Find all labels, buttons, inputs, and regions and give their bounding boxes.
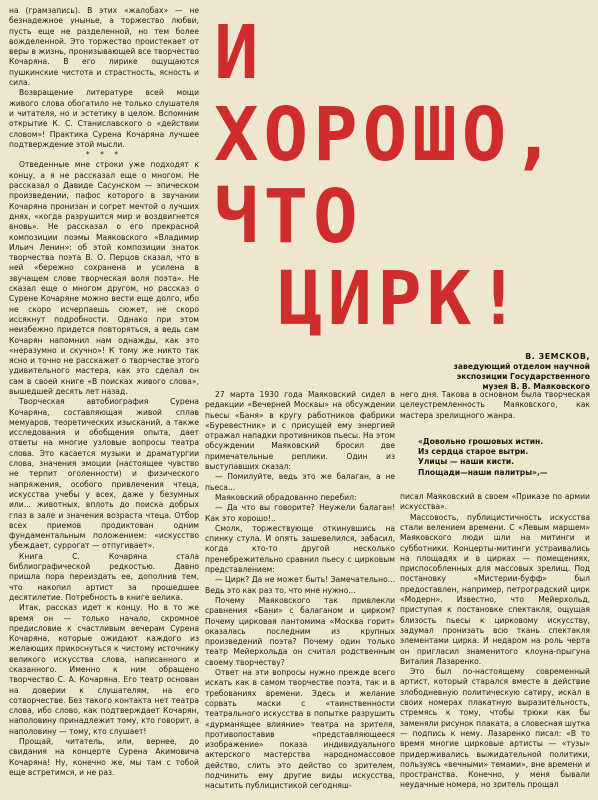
paragraph: писал Маяковский в своем «Приказе по армии искусства». <box>400 492 590 512</box>
author-role: заведующий отделом научной <box>453 362 590 371</box>
headline-line: И <box>214 10 264 96</box>
headline-line: ЧТО <box>214 174 363 260</box>
paragraph: Творческая автобиография Сурена Кочаряна, составляющая живой сплав мемуаров, теоретических изысканий, а также исследования и обобщения опыта, дает ответы на многие узловые вопросы театра слова. Это касается музыки и драматургии слова, значения эмоции (настоящее чувство не терпит оголенности) и физического напряжения, особого привлечения чтеца, искусства учебы у всех, даже у безумных или... животных, вплоть до поиска добрых глаз в зале и значения возраста чтеца. Отбор всех приемов продиктован одним фундаментальным положением: «искусство убеждает, суррогат — отпугивает». <box>9 397 199 551</box>
author-name: В. ЗЕМСКОВ, <box>525 352 590 361</box>
author-byline <box>390 352 590 392</box>
right-article-column <box>400 390 590 794</box>
left-article-column <box>9 6 199 794</box>
poem-line: Площади—наши палитры»,— <box>418 467 548 477</box>
poem-line: Из сердца старое вытри. <box>418 447 529 457</box>
paragraph: Прощай, читатель, или, вернее, до свидания на концерте Сурена Акимовича Кочаряна! Ну, конечно же, мы там с тобой еще встретимся, и не раз. <box>9 737 199 777</box>
paragraph: Массовость, публицистичность искусства стали велением времени. С «Левым маршем» Маяковского люди шли на митинги и субботники. Концерты-митинги устраивались на площадях и в цирках — помещениях, приспособленных для массовых зрелищ. Под постановку «Мистерии-буфф» был предоставлен, например, петроградский цирк «Модерн». Известно, что Мейерхольд, приступая к постановке спектакля, ощущая близость пьесы к цирковому искусству, задумал пронизать всю ткань спектакля элементами цирка. И недаром на роль черта он пригласил знаменитого клоуна-прыгуна Виталия Лазаренко. <box>400 512 590 666</box>
paragraph: Отведенные мне строки уже подходят к концу, а я не рассказал еще о многом. Не рассказал о Давиде Сасунском — эпическом произведении, пафос которого в звучании Кочаряна пронизан и согрет мечтой о лучших днях, «когда разрушится мир и воздвигнется вновь». Не рассказал о его прекрасной композиции поэмы Маяковского «Владимир Ильич Ленин»: об этой композиции знаток творчества поэта В. О. Перцов сказал, что в ней «бережно сохранена и усилена в звучащем слове творческая воля поэта». Не сказал еще о многом другом, но рассказ о Сурене Кочаряне можно вести еще долго, ибо не скоро исчерпаешь сюжет, не скоро иссякнут подробности. Однако при этом неизбежно придется повторяться, а ведь сам Кочарян напомнил нам однажды, как это «неразумно и скучно»! К тому же никто так ясно и точно не расскажет о творчестве этого удивительного мастера, как это сделал он сам в своей книге «В поисках живого слова», вышедшей десять лет назад. <box>9 160 199 396</box>
author-role: экспозиции Государственного <box>456 372 590 381</box>
paragraph: Маяковский обрадованно перебил: <box>215 492 357 502</box>
poem-line: «Довольно грошовых истин. <box>418 436 544 446</box>
paragraph: Возвращение литературе всей мощи живого слова обогатило не только слушателя и читателя, но и эстетику в целом. Вспомним открытие К. С. Станиславского о «действии словом»! Практика Сурена Кочаряна лучшее подтверждение этой мысли. <box>9 88 199 149</box>
paragraph: Итак, рассказ идет к концу. Но в то же время он — только начало, скромное предисловие к счастливым вечерам Сурена Кочаряна, которые ожидают каждого из желающих прикоснуться к чистому источнику великого искусства слова, написанного и сказанного. Именно к ним обращено творчество С. А. Кочаряна. Его театр основан на доверии к слушателям, на его сотворчестве. Без такого контакта нет театра слова, ибо слово, как подтверждает Кочарян, наполовину принадлежит тому, кто говорит, а наполовину — тому, кто слушает! <box>9 603 199 736</box>
author-role: музея В. В. Маяковского <box>482 382 590 391</box>
section-separator: * * * <box>85 150 123 160</box>
poem-quote <box>418 437 590 478</box>
poem-line: Улицы — наши кисти. <box>418 457 515 467</box>
headline-line: ХОРОШО, <box>214 92 561 178</box>
paragraph: Книга С. Кочаряна стала библиографической редкостью. Давно пришла пора переиздать ее, дополнив тем, что накопил артист за прошедшее десятилетие. Потребность в книге велика. <box>9 551 199 602</box>
paragraph: — Цирк? Да не может быть! Замечательно... Ведь это как раз то, что мне нужно... <box>205 575 395 595</box>
paragraph: Это был по-настоящему современный артист, который старался вместе в действие злободневную политическую сатиру, искал в своих номерах плакатную выразительность, стремясь к тому, чтобы трюки как бы заменяли рисунок плаката, а словесная шутка — подпись к нему. Лазаренко писал: «В то время многие цирковые артисты — «тузы» придерживались выжидательной политики, пользуясь «вечными» темами», вне времени и пространства. Конечно, у меня бывали неудачные номера, но зритель прощал <box>400 667 590 790</box>
headline-line: ЦИРК! <box>278 256 526 342</box>
paragraph: — Да что вы говорите? Неужели балаган! Как это хорошо!.. <box>205 503 395 523</box>
paragraph: Почему Маяковского так привлекли сравнения «Бани» с балаганом и цирком? Почему цирковая пантомима «Москва горит» оказалась последним из крупных произведений поэта? Почему один только театр Мейерхольда он считал родственным своему творчеству? <box>205 595 395 667</box>
article-headline <box>214 12 592 340</box>
paragraph: на (грамзапись). В этих «жалобах» — не безнадежное унынье, а торжество любви, пусть еще не разделенной, но тем более вожделенной. Это торжество проистекает от веры в жизнь, пронизывающей все творчество Кочаряна. В его лирике ощущаются пушкинские чистота и страстность, ясность и сила. <box>9 6 199 88</box>
middle-article-column <box>205 390 395 794</box>
paragraph: Ответ на эти вопросы нужно прежде всего искать как в самом творчестве поэта, так и в требованиях времени. Здесь и желание сорвать маски с «таинственности театрального искусства в попытке разрушить «дурманящее влияние» театра на зрителя, противопоставив «представляющееся изображение» показа индивидуального актерского мастерства народномассовое действо, слить это действо со зрителем, подчинить ему другие виды искусства, насытить публицистикой сегодняш- <box>205 668 395 791</box>
paragraph: — Помилуйте, ведь это же балаган, а не пьеса... <box>205 472 395 492</box>
paragraph: него дня. Такова в основном была творческая целеустремленность Маяковского, как мастера зрелищного жанра. <box>400 390 590 420</box>
paragraph: Смолк, торжествующе откинувшись на спинку стула. И опять зашевелился, забасил, когда кто-то другой несколько пренебрежительно сравнил пьесу с цирковым представлением: <box>205 523 395 575</box>
paragraph: 27 марта 1930 года Маяковский сидел в редакции «Вечерней Москвы» на обсуждении пьесы «Баня» в кругу работников фабрики «Буревестник» и с присущей ему энергией отражал нападки противников пьесы. На этом обсуждении Маяковский бросил две примечательные реплики. Один из выступавших сказал: <box>205 390 395 472</box>
